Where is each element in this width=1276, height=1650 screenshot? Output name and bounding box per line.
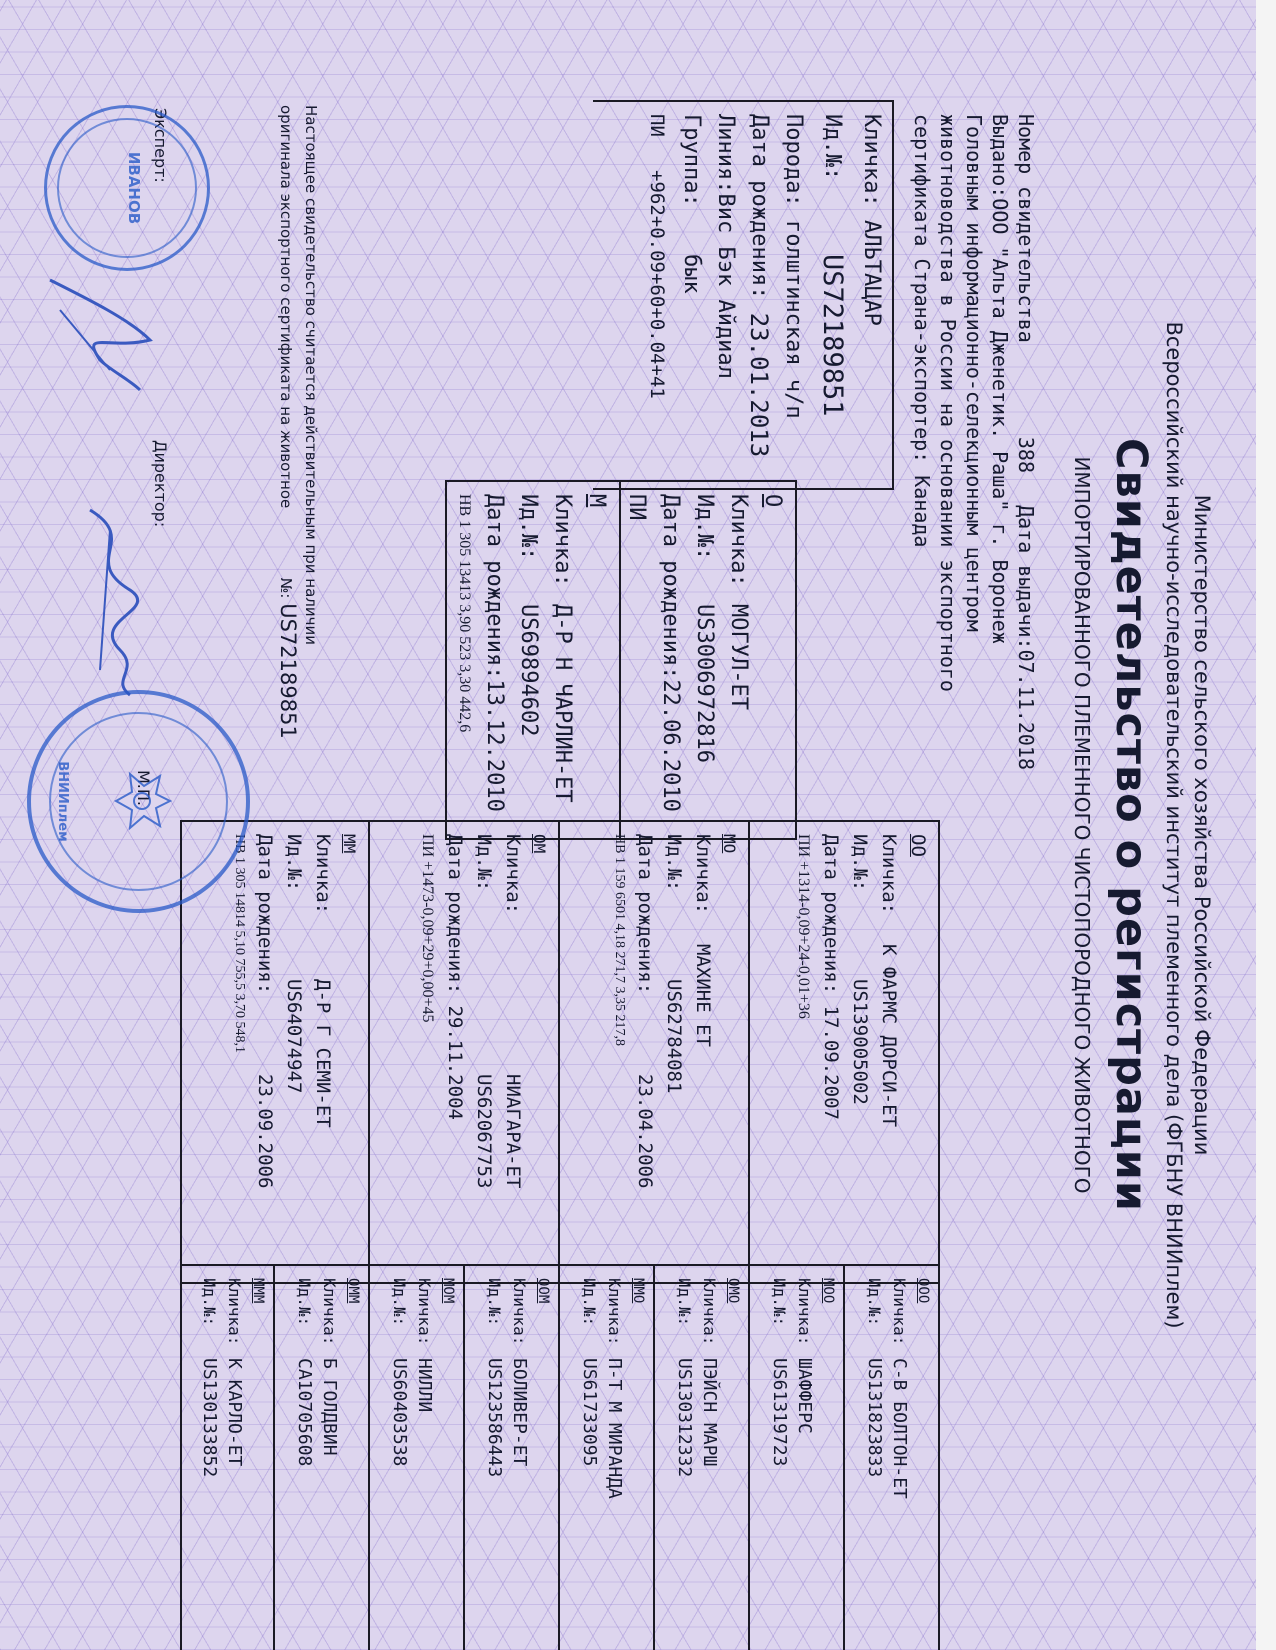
- animal-line-label: Линия:: [713, 114, 738, 194]
- great-grandparents-box: [180, 1264, 940, 1650]
- animal-id-value: US72189851: [817, 254, 848, 417]
- ministry-heading: Министерство сельского хозяйства Российской Федерации: [1190, 494, 1214, 1156]
- great-grandparent-id-label: Ид.№:: [865, 1278, 884, 1327]
- validity-note-2-line: [276, 105, 300, 739]
- validity-note-2: оригинала экспортного сертификата на животное: [277, 105, 295, 509]
- note-number-value: US72189851: [276, 603, 300, 739]
- great-grandparent-name-value: Б ГОЛДВИН: [319, 1358, 340, 1456]
- great-grandparent-id-value: US60403538: [389, 1358, 410, 1467]
- grandparent-code: ММ: [340, 834, 359, 854]
- father-name-value: МОГУЛ-ЕТ: [726, 604, 751, 710]
- grandparent-name-label: Кличка:: [502, 834, 524, 915]
- mother-name-value: Д-Р Н ЧАРЛИН-ЕТ: [550, 604, 575, 803]
- animal-birth-row: [742, 114, 776, 482]
- great-grandparent-name-label: Кличка:: [890, 1278, 909, 1346]
- grandparent-name-label: Кличка:: [312, 834, 334, 915]
- great-grandparent-name-label: Кличка:: [795, 1278, 814, 1346]
- animal-breed-value: голштинская ч/п: [781, 219, 806, 419]
- grandparent-extra: НВ 1 159 6501 4,18 271,7 3,35 217,8: [612, 834, 627, 1046]
- grandparent-id-value: US139005002: [849, 979, 871, 1105]
- issue-date-label: Дата выдачи:: [1014, 505, 1038, 650]
- animal-breed-row: [776, 114, 810, 482]
- expert-stamp: [44, 105, 210, 271]
- animal-pi-row: [640, 114, 674, 482]
- great-grandparent-id-value: US130312332: [674, 1358, 695, 1478]
- grandparent-birth-value: 29.11.2004: [444, 1005, 466, 1120]
- great-grandparent-code: ООМ: [535, 1278, 551, 1304]
- animal-line-row: [708, 114, 742, 482]
- animal-group-value: бык: [679, 254, 704, 294]
- basis-line-2: животноводства в России на основании экспортного: [936, 114, 960, 692]
- great-grandparent-name-value: С-В БОЛТОН-ЕТ: [889, 1358, 910, 1499]
- great-grandparent-name-label: Кличка:: [320, 1278, 339, 1346]
- mp-label: М.П.: [134, 770, 153, 807]
- great-grandparent-id-label: Ид.№:: [485, 1278, 504, 1327]
- mother-cell: [445, 482, 619, 838]
- great-grandparent-id-value: US61733095: [579, 1358, 600, 1467]
- grandparent-name-value: НИАГАРА-ЕТ: [502, 1074, 524, 1189]
- eagle-emblem-icon: [108, 766, 178, 836]
- great-grandparent-id-label: Ид.№:: [295, 1278, 314, 1327]
- great-grandparent-cell: [653, 1266, 748, 1650]
- animal-birth-label: Дата рождения:: [747, 114, 772, 300]
- certificate-number-line: [1014, 114, 1038, 770]
- grandparent-name-value: Д-Р Г СЕМИ-ЕТ: [312, 979, 334, 1128]
- great-grandparent-code: ООО: [915, 1278, 931, 1304]
- great-grandparent-code: МОМ: [440, 1278, 456, 1304]
- father-birth-label: Дата рождения:: [658, 494, 683, 680]
- grandparent-code: ОМ: [530, 834, 549, 854]
- animal-name-label: Кличка:: [859, 114, 884, 207]
- grandparent-id-value: US64074947: [283, 979, 305, 1094]
- certificate-number-value: 388: [1014, 436, 1038, 473]
- great-grandparent-code: МОО: [820, 1278, 836, 1304]
- mother-name-label: Кличка:: [550, 494, 575, 587]
- animal-pi-label: ПИ: [646, 114, 668, 137]
- issued-to-line: Выдано:ООО "Альта Дженетик. Раша" г. Воронеж: [988, 114, 1012, 644]
- grandparents-box: [180, 820, 940, 1284]
- father-id-value: US3006972816: [692, 604, 717, 763]
- grandparent-name-value: МАХИНЕ ЕТ: [692, 944, 714, 1047]
- mother-id-value: US69894602: [516, 604, 541, 737]
- grandparent-name-label: Кличка:: [692, 834, 714, 915]
- director-signature: [60, 500, 170, 700]
- grandparent-id-label: Ид.№:: [663, 834, 685, 892]
- validity-note-1: Настоящее свидетельство считается действительным при наличии: [302, 105, 320, 645]
- note-number-label: №:: [277, 577, 295, 599]
- expert-label: Эксперт:: [151, 108, 170, 183]
- great-grandparent-id-label: Ид.№:: [580, 1278, 599, 1327]
- great-grandparent-id-label: Ид.№:: [675, 1278, 694, 1327]
- grandparent-name-label: Кличка:: [878, 834, 900, 915]
- father-name-label: Кличка:: [726, 494, 751, 587]
- grandparent-id-label: Ид.№:: [283, 834, 305, 892]
- expert-signature: [30, 270, 170, 400]
- great-grandparent-name-value: ШАФФЕРС: [794, 1358, 815, 1434]
- great-grandparent-id-value: US123586443: [484, 1358, 505, 1478]
- grandparent-id-value: US62784081: [663, 979, 685, 1094]
- great-grandparent-id-label: Ид.№:: [390, 1278, 409, 1327]
- grandparent-birth-value: 17.09.2007: [820, 1005, 842, 1120]
- great-grandparent-id-label: Ид.№:: [200, 1278, 219, 1327]
- issue-date-value: 07.11.2018: [1014, 649, 1038, 771]
- animal-name-row: [854, 114, 888, 482]
- animal-group-row: [674, 114, 708, 482]
- grandparent-extra: ПИ +1314-0,09+24-0,01+36: [795, 834, 812, 1019]
- father-id-label: Ид.№:: [692, 494, 717, 561]
- mother-id-label: Ид.№:: [516, 494, 541, 561]
- father-birth-value: 22.06.2010: [658, 679, 683, 812]
- certificate-title: Свидетельство о регистрации: [1106, 437, 1156, 1213]
- grandparent-birth-value: 23.04.2006: [634, 1074, 656, 1189]
- great-grandparent-cell: [558, 1266, 653, 1650]
- great-grandparent-name-value: НИЛЛИ: [414, 1358, 435, 1413]
- animal-id-label: Ид.№:: [820, 114, 845, 181]
- mother-code: М: [584, 494, 609, 508]
- expert-stamp-text: ИВАНОВ: [125, 151, 143, 225]
- great-grandparent-name-value: ПЭЙСН МАРШ: [699, 1358, 720, 1467]
- great-grandparent-name-value: БОЛИВЕР-ЕТ: [509, 1358, 530, 1467]
- animal-pi-value: +962+0.09+60+0.04+41: [646, 170, 668, 399]
- mother-birth-value: 13.12.2010: [482, 679, 507, 812]
- great-grandparent-cell: [368, 1266, 463, 1650]
- certificate-subtitle: ИМПОРТИРОВАННОГО ПЛЕМЕННОГО ЧИСТОПОРОДНОГО ЖИВОТНОГО: [1070, 456, 1094, 1194]
- great-grandparent-name-label: Кличка:: [700, 1278, 719, 1346]
- director-label: Директор:: [151, 440, 170, 528]
- great-grandparent-id-value: US130133852: [199, 1358, 220, 1478]
- great-grandparent-id-value: US131823833: [864, 1358, 885, 1478]
- father-cell: [619, 482, 795, 838]
- father-code: О: [760, 494, 785, 508]
- great-grandparent-cell: [748, 1266, 843, 1650]
- grandparent-birth-label: Дата рождения:: [254, 834, 276, 995]
- great-grandparent-name-value: К КАРЛО-ЕТ: [224, 1358, 245, 1467]
- grandparent-name-value: К ФАРМС ДОРСИ-ЕТ: [878, 944, 900, 1128]
- grandparent-cell: [558, 822, 748, 1282]
- grandparent-birth-label: Дата рождения:: [820, 834, 842, 995]
- great-grandparent-name-label: Кличка:: [510, 1278, 529, 1346]
- grandparent-id-label: Ид.№:: [849, 834, 871, 892]
- great-grandparent-name-value: П-Т М МИРАНДА: [604, 1358, 625, 1499]
- great-grandparent-name-label: Кличка:: [415, 1278, 434, 1346]
- great-grandparent-id-value: US61319723: [769, 1358, 790, 1467]
- grandparent-cell: [748, 822, 938, 1282]
- grandparent-birth-label: Дата рождения:: [634, 834, 656, 995]
- grandparent-birth-value: 23.09.2006: [254, 1074, 276, 1189]
- official-seal: [27, 690, 250, 913]
- great-grandparent-code: МММ: [250, 1278, 266, 1304]
- animal-box: [593, 100, 894, 490]
- grandparent-id-label: Ид.№:: [473, 834, 495, 892]
- great-grandparent-cell: [463, 1266, 558, 1650]
- basis-line-3: сертификата Страна-экспортер: Канада: [910, 114, 934, 548]
- basis-line-1: Головным информационно-селекционным центром: [962, 114, 986, 632]
- great-grandparent-id-value: CA10705608: [294, 1358, 315, 1467]
- animal-id-row: [810, 114, 854, 482]
- grandparent-birth-label: Дата рождения:: [444, 834, 466, 995]
- seal-text: ВНИИплем: [55, 761, 70, 842]
- great-grandparent-cell: [273, 1266, 368, 1650]
- grandparent-code: МО: [720, 834, 739, 854]
- grandparent-code: ОО: [907, 834, 929, 857]
- grandparent-cell: [368, 822, 558, 1282]
- grandparent-extra: НВ 1 305 14814 5,10 755,5 3,70 548,1: [232, 834, 247, 1053]
- certificate-number-label: Номер свидетельства: [1014, 114, 1038, 343]
- grandparent-id-value: US62067753: [473, 1074, 495, 1189]
- animal-group-label: Группа:: [679, 114, 704, 207]
- great-grandparent-name-label: Кличка:: [225, 1278, 244, 1346]
- great-grandparent-code: ОМО: [725, 1278, 741, 1304]
- grandparent-cell: [180, 822, 368, 1282]
- mother-birth-label: Дата рождения:: [482, 494, 507, 680]
- animal-name-value: АЛЬТАЦАР: [859, 219, 884, 326]
- great-grandparent-cell: [843, 1266, 938, 1650]
- grandparent-extra: ПИ +1473-0,09+29+0,00+45: [419, 834, 436, 1023]
- great-grandparent-name-label: Кличка:: [605, 1278, 624, 1346]
- mother-hb: НВ 1 305 13413 3,90 523 3,30 442,6: [456, 494, 473, 733]
- great-grandparent-code: ОММ: [345, 1278, 361, 1304]
- parents-box: [445, 480, 797, 840]
- animal-birth-value: 23.01.2013: [745, 312, 773, 458]
- great-grandparent-id-label: Ид.№:: [770, 1278, 789, 1327]
- animal-line-value: Вис Бэк Айдиал: [713, 193, 738, 379]
- great-grandparent-cell: [180, 1266, 273, 1650]
- animal-breed-label: Порода:: [781, 114, 806, 207]
- institute-heading: Всероссийский научно-исследовательский институт племенного дела (ФГБНУ ВНИИплем): [1162, 321, 1186, 1329]
- great-grandparent-code: ММО: [630, 1278, 646, 1304]
- father-pi-label: ПИ: [624, 494, 649, 521]
